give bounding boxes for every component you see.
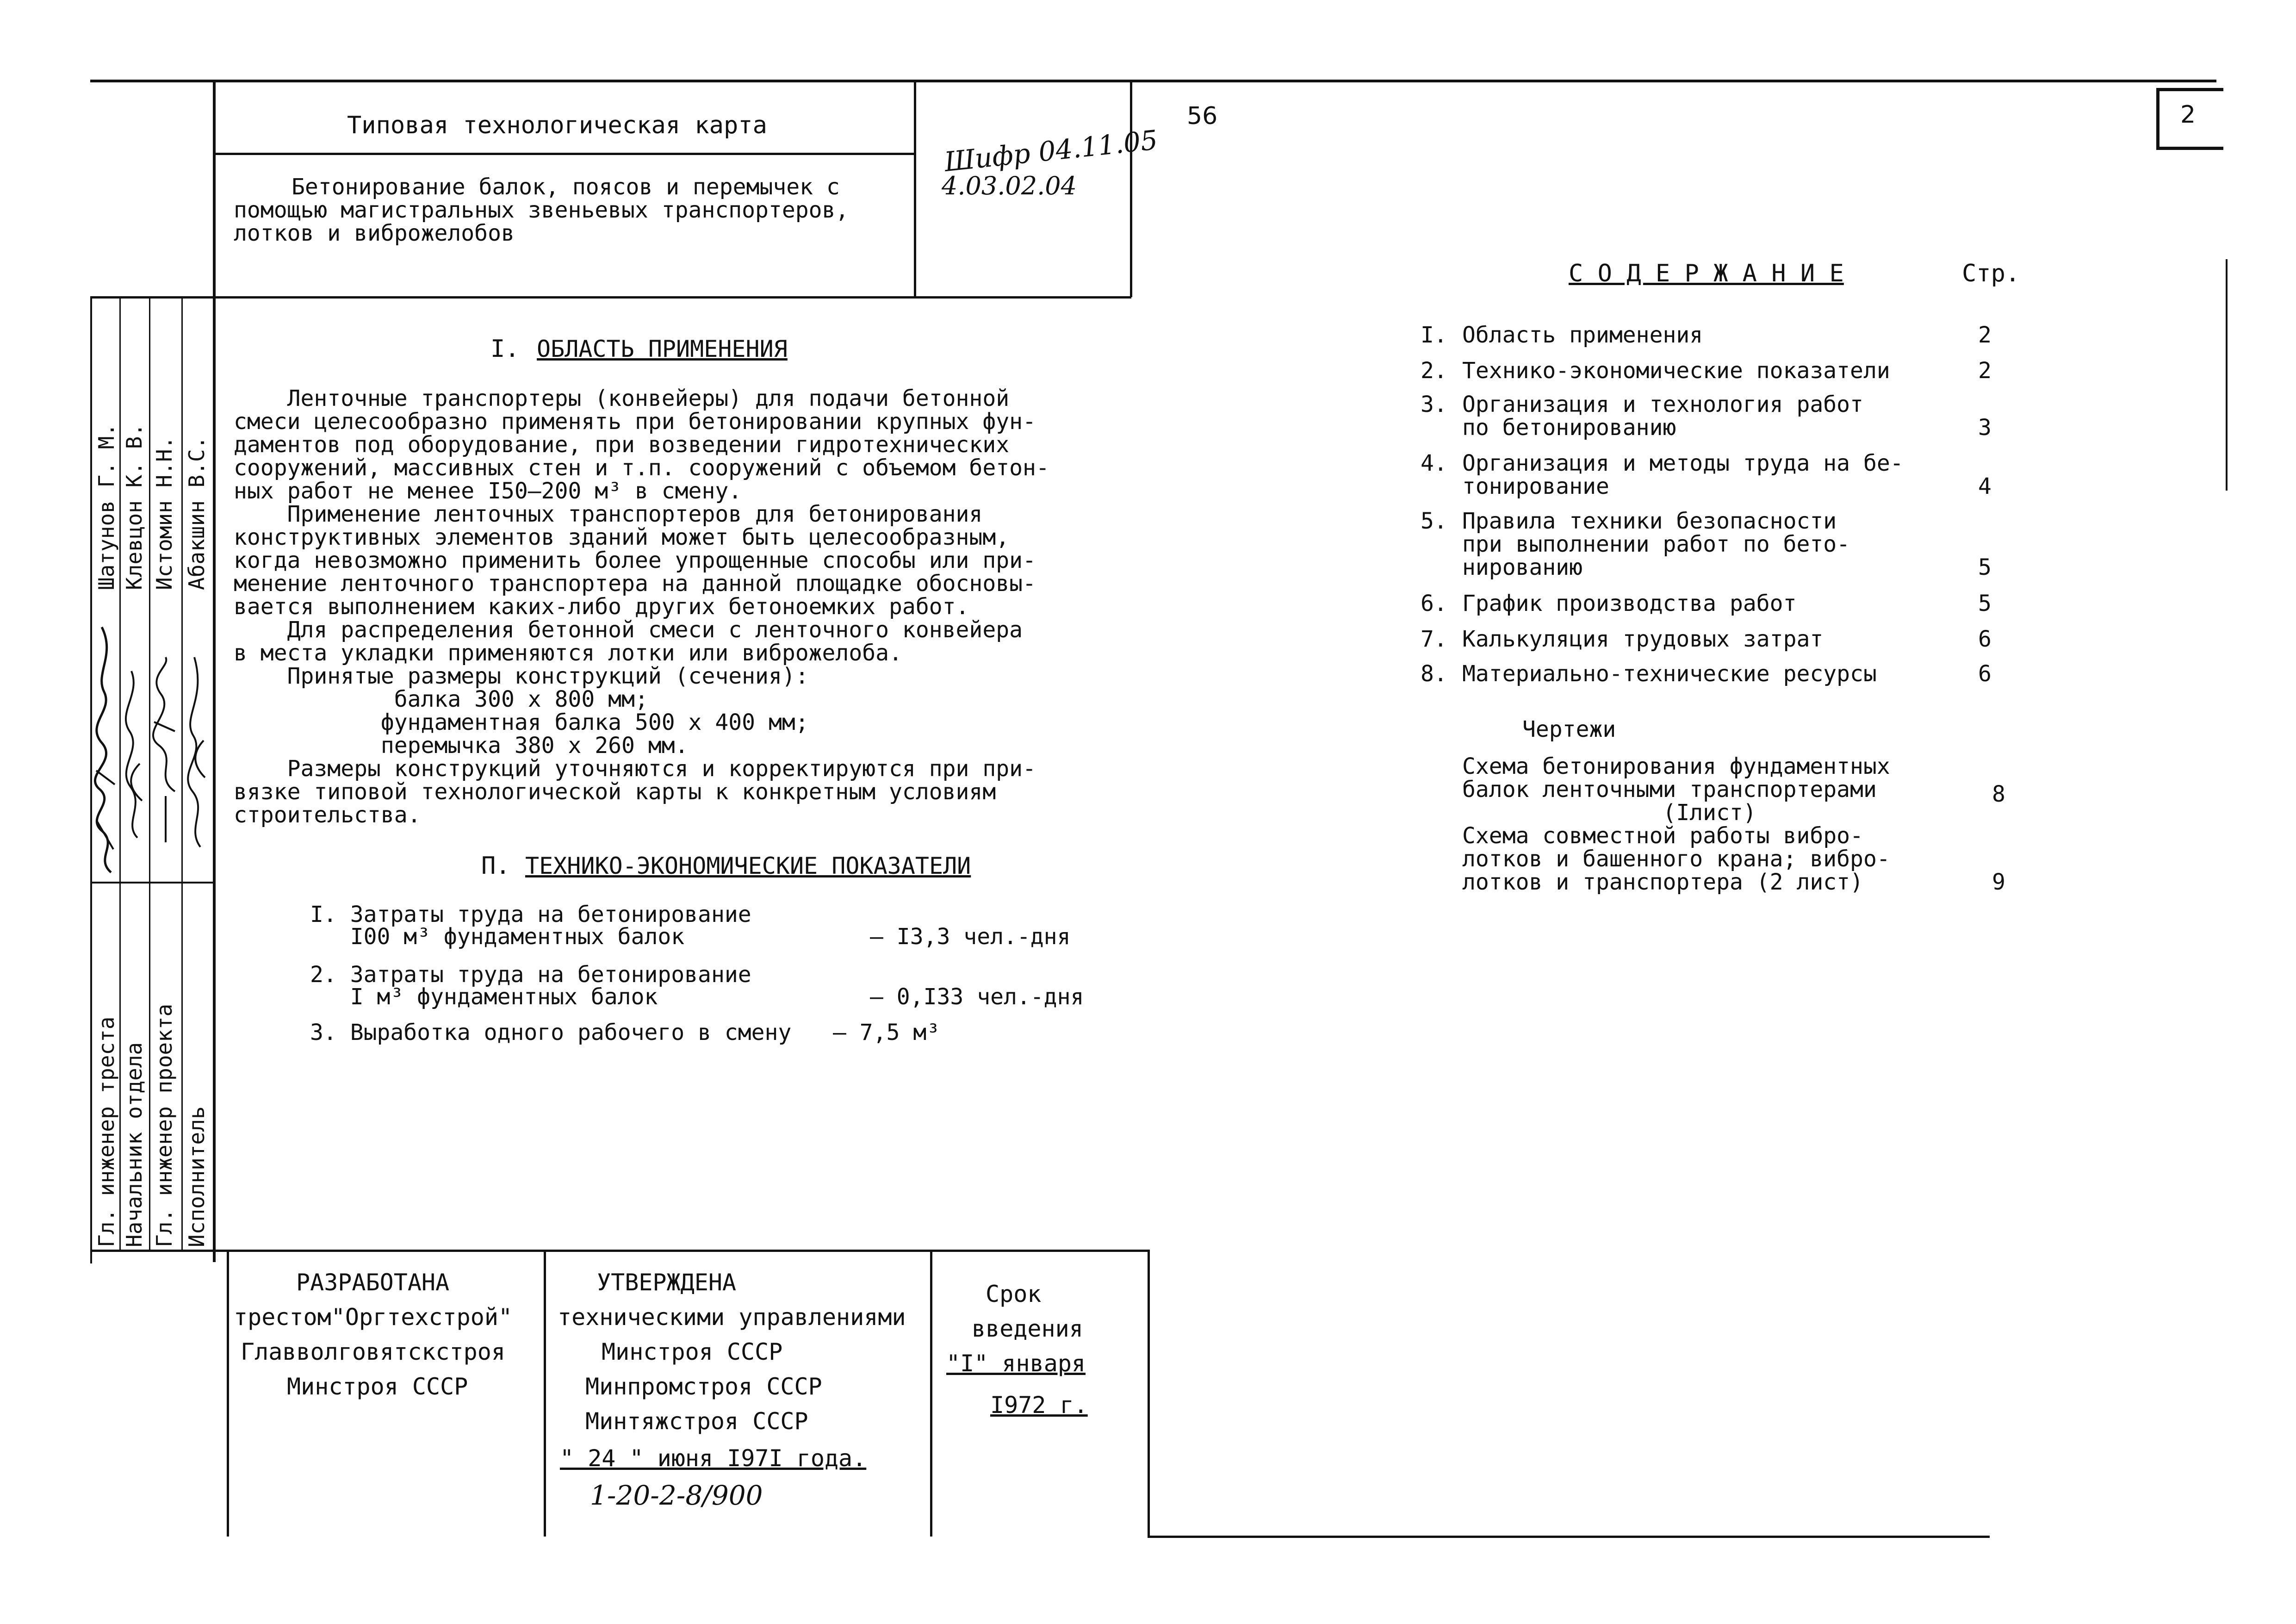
approved-line: УТВЕРЖДЕНА xyxy=(597,1269,737,1296)
stamp-top-line xyxy=(90,296,1131,299)
footer-bottom-line xyxy=(1148,1536,1990,1538)
card-code: 4.03.02.04 xyxy=(942,171,1077,200)
toc-page: 6 xyxy=(1978,661,1992,687)
toc-num: 3. xyxy=(1421,392,1447,417)
s1-line: даментов под оборудование, при возведении гидротехнических xyxy=(234,432,1010,458)
developed-line: трестом"Оргтехстрой" xyxy=(234,1304,513,1331)
toc-num: 5. xyxy=(1421,508,1447,534)
s1-line: менение ленточного транспортера на данной площадке обосновы- xyxy=(234,571,1036,597)
left-stamp-inner xyxy=(90,296,92,1263)
toc-page: 2 xyxy=(1978,358,1992,384)
toc-num: 4. xyxy=(1421,450,1447,476)
drawings-heading: Чертежи xyxy=(1522,716,1616,742)
toc-text: Правила техники безопасности xyxy=(1462,508,1837,534)
approved-line: Минтяжстроя СССР xyxy=(585,1408,808,1435)
s1-line: строительства. xyxy=(234,802,421,828)
header-right-sep xyxy=(1130,80,1132,297)
s1-line: ных работ не менее I50–200 м³ в смену. xyxy=(234,478,742,504)
sheet-number: 2 xyxy=(2180,101,2196,129)
toc-page: 4 xyxy=(1978,473,1992,499)
s1-line: Применение ленточных транспортеров для бетонирования xyxy=(234,501,983,527)
top-border xyxy=(90,80,2216,82)
drawing-2-line: Схема совместной работы вибро- xyxy=(1462,823,1863,849)
s1-line: Принятые размеры конструкций (сечения): xyxy=(234,663,809,689)
card-code-handwritten: Шифр 04.11.05 xyxy=(943,124,1160,178)
indicator-1-line1: I. Затраты труда на бетонирование xyxy=(310,902,751,927)
stamp-role-3: Гл. инженер проекта xyxy=(152,1003,177,1247)
indicator-3-value: – 7,5 м³ xyxy=(833,1020,940,1045)
header-divider xyxy=(213,153,916,155)
drawing-1-page: 8 xyxy=(1992,781,2005,807)
developed-line: Минстроя СССР xyxy=(287,1373,468,1400)
s1-line: фундаментная балка 500 х 400 мм; xyxy=(234,709,809,735)
card-type: Типовая технологическая карта xyxy=(347,112,767,139)
signature-2 xyxy=(121,666,147,842)
s1-line: в места укладки применяются лотки или виброжелоба. xyxy=(234,640,902,666)
toc-text: тонирование xyxy=(1462,473,1609,499)
footer-top-line xyxy=(90,1250,1150,1252)
footer-sep-4 xyxy=(1148,1250,1150,1537)
stamp-role-4: Исполнитель xyxy=(184,1106,209,1247)
term-line: Срок xyxy=(986,1281,1042,1307)
developed-line: Главволговятскстроя xyxy=(241,1338,505,1365)
contents-page-label: Стр. xyxy=(1962,260,2020,287)
s1-line: вязке типовой технологической карты к конкретным условиям xyxy=(234,779,996,805)
approved-line: Минстроя СССР xyxy=(602,1338,783,1365)
signature-1 xyxy=(93,618,120,877)
approved-line: Минпромстроя СССР xyxy=(585,1373,822,1400)
drawing-2-page: 9 xyxy=(1992,869,2005,895)
toc-text: График производства работ xyxy=(1462,591,1797,616)
toc-text: по бетонированию xyxy=(1462,415,1676,441)
toc-text: Организация и технология работ xyxy=(1462,392,1863,417)
term-line: введения xyxy=(972,1315,1083,1342)
stamp-mid-line xyxy=(90,882,215,884)
footer-sep-1 xyxy=(227,1250,229,1537)
toc-text: нированию xyxy=(1462,554,1583,580)
s1-line: вается выполнением каких-либо других бетоноемких работ. xyxy=(234,594,969,620)
left-stamp-outer xyxy=(213,80,216,1262)
toc-text: Область применения xyxy=(1462,322,1703,348)
toc-page: 2 xyxy=(1978,322,1992,348)
section1-heading: ОБЛАСТЬ ПРИМЕНЕНИЯ xyxy=(537,336,788,362)
s1-line: смеси целесообразно применять при бетонировании крупных фун- xyxy=(234,409,1036,435)
indicator-3-line1: 3. Выработка одного рабочего в смену xyxy=(310,1020,792,1045)
drawing-2-line: лотков и башенного крана; вибро- xyxy=(1462,846,1890,872)
section2-heading-num: П. xyxy=(481,852,510,880)
stamp-name-1: Шатунов Г. М. xyxy=(94,423,119,590)
card-title-line-1: Бетонирование балок, поясов и перемычек с xyxy=(292,174,840,200)
stamp-name-2: Клевцон К. В. xyxy=(122,423,147,590)
stamp-col-3 xyxy=(181,296,183,1250)
stamp-role-2: Начальник отдела xyxy=(122,1042,147,1247)
s1-line: балка 300 х 800 мм; xyxy=(234,686,648,712)
s1-line: Для распределения бетонной смеси с ленточного конвейера xyxy=(234,617,1023,643)
toc-text: при выполнении работ по бето- xyxy=(1462,531,1850,557)
footer-sep-3 xyxy=(930,1250,932,1537)
toc-page: 3 xyxy=(1978,415,1992,441)
developed-line: РАЗРАБОТАНА xyxy=(296,1269,450,1296)
s1-line: Ленточные транспортеры (конвейеры) для подачи бетонной xyxy=(234,386,1010,411)
toc-page: 5 xyxy=(1978,591,1992,616)
drawing-2-line: лотков и транспортера (2 лист) xyxy=(1462,869,1863,895)
indicator-2-line2: I м³ фундаментных балок xyxy=(310,984,658,1010)
header-code-sep xyxy=(914,80,916,297)
indicator-2-line1: 2. Затраты труда на бетонирование xyxy=(310,962,751,988)
toc-num: 2. xyxy=(1421,358,1447,384)
s1-line: перемычка 380 х 260 мм. xyxy=(234,733,689,759)
card-title-line-2: помощью магистральных звеньевых транспортеров, xyxy=(234,197,849,223)
signature-3 xyxy=(152,653,180,847)
drawing-1-line: (Iлист) xyxy=(1462,800,1756,826)
approved-date: " 24 " июня I97I года. xyxy=(560,1445,867,1472)
section2-heading: ТЕХНИКО-ЭКОНОМИЧЕСКИЕ ПОКАЗАТЕЛИ xyxy=(525,852,971,879)
stamp-name-3: Истомин Н.Н. xyxy=(152,436,177,590)
toc-num: 6. xyxy=(1421,591,1447,616)
toc-page: 6 xyxy=(1978,626,1992,652)
drawing-1-line: балок ленточными транспортерами xyxy=(1462,777,1877,803)
indicator-1-line2: I00 м³ фундаментных балок xyxy=(310,924,685,950)
toc-page: 5 xyxy=(1978,554,1992,580)
page-number: 56 xyxy=(1187,102,1218,130)
card-title-line-3: лотков и виброжелобов xyxy=(234,220,515,246)
toc-num: 8. xyxy=(1421,661,1447,687)
indicator-2-value: – 0,I33 чел.-дня xyxy=(870,984,1084,1010)
s1-line: Размеры конструкций уточняются и корректируются при при- xyxy=(234,756,1036,782)
toc-text: Технико-экономические показатели xyxy=(1462,358,1890,384)
stamp-role-1: Гл. инженер треста xyxy=(94,1016,119,1247)
s1-line: когда невозможно применить более упрощенные способы или при- xyxy=(234,548,1036,573)
stamp-name-4: Абакшин В.С. xyxy=(184,436,209,590)
indicator-1-value: – I3,3 чел.-дня xyxy=(870,924,1071,950)
right-margin-line xyxy=(2226,259,2228,491)
s1-line: сооружений, массивных стен и т.п. сооружений с объемом бетон- xyxy=(234,455,1049,481)
toc-num: I. xyxy=(1421,322,1447,348)
toc-text: Организация и методы труда на бе- xyxy=(1462,450,1904,476)
toc-num: 7. xyxy=(1421,626,1447,652)
contents-title: С О Д Е Р Ж А Н И Е xyxy=(1569,260,1844,287)
stamp-col-2 xyxy=(149,296,150,1250)
signature-4 xyxy=(184,653,210,852)
toc-text: Материально-технические ресурсы xyxy=(1462,661,1877,687)
drawing-1-line: Схема бетонирования фундаментных xyxy=(1462,753,1890,779)
footer-sep-2 xyxy=(544,1250,546,1537)
approved-line: техническими управлениями xyxy=(558,1304,906,1331)
toc-text: Калькуляция трудовых затрат xyxy=(1462,626,1824,652)
section1-heading-num: I. xyxy=(490,335,520,363)
term-year: I972 г. xyxy=(990,1392,1088,1419)
approved-handwritten-number: 1-20-2-8/900 xyxy=(590,1480,763,1511)
term-date: "I" января xyxy=(946,1350,1086,1377)
s1-line: конструктивных элементов зданий может быть целесообразным, xyxy=(234,524,1010,550)
